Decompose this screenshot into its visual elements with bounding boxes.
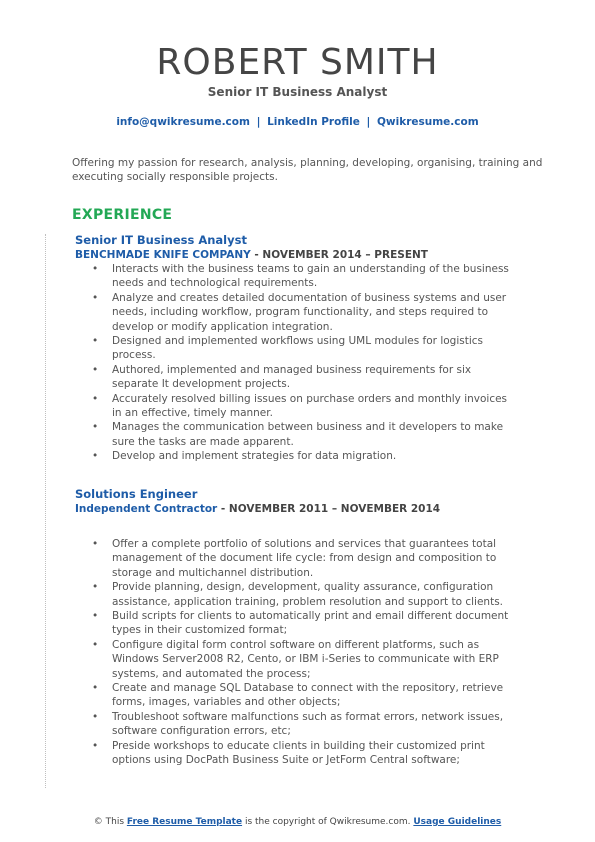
linkedin-link[interactable]: LinkedIn Profile [267,116,360,128]
contact-line [0,116,595,128]
duty-item: • Configure digital form control software on different platforms, such as Windows Server2008 R2, Cento, or IBM i-Series to communicate with ERP systems, and automated the process; [75,638,515,681]
job-entry-1 [75,233,515,464]
website-link[interactable]: Qwikresume.com [376,116,479,128]
duty-item: • Offer a complete portfolio of solutions and services that guarantees total management of the document life cycle: from design and composition to storage and multichannel distribution. [75,537,515,580]
job-title: Solutions Engineer [75,487,198,501]
job-company-line [75,502,515,516]
job-dates: - NOVEMBER 2011 – NOVEMBER 2014 [217,503,441,515]
job-title: Senior IT Business Analyst [75,233,247,247]
duty-item: • Designed and implemented workflows using UML modules for logistics process. [75,334,515,363]
footer-middle: is the copyright of Qwikresume.com. [242,817,414,827]
duty-item: • Build scripts for clients to automatically print and email different document types in their customized format; [75,609,515,638]
company-name: BENCHMADE KNIFE COMPANY [75,249,251,261]
duty-item: • Develop and implement strategies for data migration. [75,449,515,463]
job-entry-2 [75,487,515,768]
job-company-line [75,248,515,262]
duty-item: • Authored, implemented and managed business requirements for six separate It development projects. [75,363,515,392]
resume-name: ROBERT SMITH [156,42,439,83]
duty-item: • Interacts with the business teams to gain an understanding of the business needs and technological requirements. [75,262,515,291]
duty-item: • Provide planning, design, development, quality assurance, configuration assistance, application training, problem resolution and support to clients. [75,580,515,609]
duty-item: • Preside workshops to educate clients in building their customized print options using DocPath Business Suite or JetForm Central software; [75,739,515,768]
free-resume-template-link[interactable]: Free Resume Template [126,817,243,827]
duties-list [75,262,515,464]
duty-item: • Accurately resolved billing issues on purchase orders and monthly invoices in an effective, timely manner. [75,392,515,421]
footer-prefix: © This [93,817,127,827]
summary-paragraph: Offering my passion for research, analysis, planning, developing, organising, training and executing socially responsible projects. [72,157,543,183]
experience-heading: EXPERIENCE [72,207,173,223]
resume-headline: Senior IT Business Analyst [207,85,388,99]
duty-item: • Create and manage SQL Database to connect with the repository, retrieve forms, images, variables and other objects; [75,681,515,710]
duty-item: • Analyze and creates detailed documentation of business systems and user needs, including workflow, program functionality, and steps required to develop or modify application integration. [75,291,515,334]
email-link[interactable]: info@qwikresume.com [116,116,250,128]
usage-guidelines-link[interactable]: Usage Guidelines [413,817,502,827]
duty-item: • Manages the communication between business and it developers to make sure the tasks are made apparent. [75,420,515,449]
job-dates: - NOVEMBER 2014 – PRESENT [250,249,428,261]
company-name: Independent Contractor [75,503,218,515]
duties-list [75,537,515,768]
contact-separator: | [366,116,371,128]
contact-separator: | [256,116,261,128]
duty-item: • Troubleshoot software malfunctions such as format errors, network issues, software configuration errors, etc; [75,710,515,739]
footer-copyright [0,817,595,827]
timeline-divider [45,234,46,788]
